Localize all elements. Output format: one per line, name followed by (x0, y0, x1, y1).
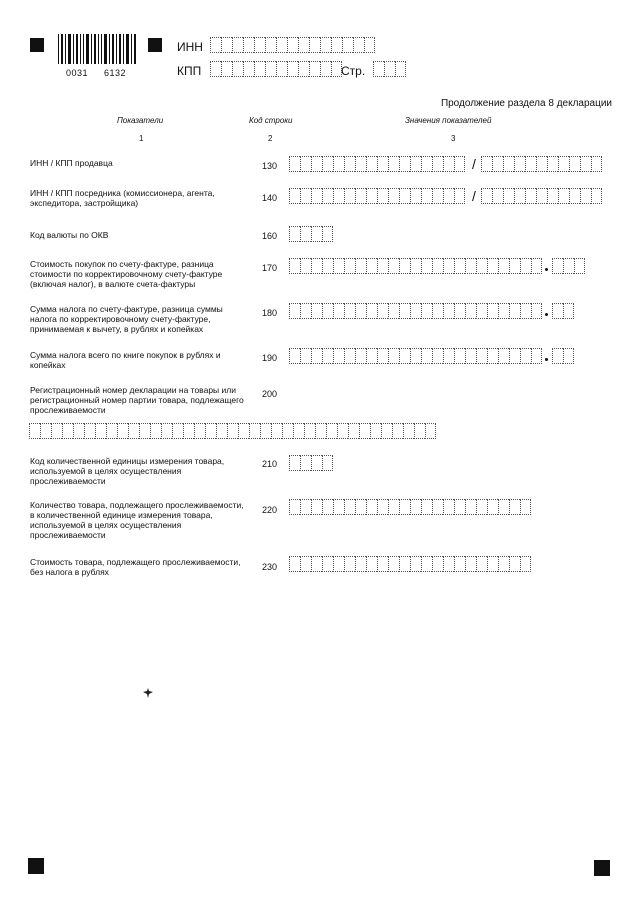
page-label: Стр. (341, 64, 366, 78)
row-code-160: 160 (262, 231, 278, 241)
row-code-210: 210 (262, 459, 278, 469)
total-tax-cells[interactable] (289, 348, 542, 364)
row-code-230: 230 (262, 562, 278, 572)
tax-amount-kopeks-cells[interactable] (552, 303, 574, 319)
column-number-1: 1 (139, 134, 144, 143)
seller-inn-cells[interactable] (289, 156, 465, 172)
decimal-point-170 (545, 268, 548, 271)
row-code-200: 200 (262, 389, 278, 399)
fleuron-icon (143, 688, 153, 698)
row-label-190: Сумма налога всего по книге покупок в рублях и копейках (30, 350, 221, 370)
column-header-values: Значения показателей (405, 116, 492, 125)
row-code-140: 140 (262, 193, 278, 203)
column-number-2: 2 (268, 134, 273, 143)
total-tax-kopeks-cells[interactable] (552, 348, 574, 364)
registration-marker-bottom-right (594, 860, 610, 876)
row-label-200: Регистрационный номер декларации на товары или регистрационный номер партии товара, подлежащего прослеживаемости (30, 385, 244, 415)
column-header-indicators: Показатели (117, 116, 164, 125)
tax-amount-cells[interactable] (289, 303, 542, 319)
registration-marker-top-left (30, 38, 44, 52)
registration-number-cells[interactable] (29, 423, 436, 439)
row-label-210: Код количественной единицы измерения товара, используемой в целях осуществления прослеживаемости (30, 456, 225, 486)
currency-code-cells[interactable] (289, 226, 333, 242)
inn-kpp-separator-130: / (472, 156, 476, 172)
row-label-130: ИНН / КПП продавца (30, 158, 113, 168)
inn-kpp-separator-140: / (472, 188, 476, 204)
registration-marker-bottom-left (28, 858, 44, 874)
barcode-number-left: 0031 (66, 68, 89, 78)
row-code-220: 220 (262, 505, 278, 515)
inn-label: ИНН (177, 40, 203, 54)
seller-kpp-cells[interactable] (481, 156, 602, 172)
row-code-190: 190 (262, 353, 278, 363)
purchase-cost-cells[interactable] (289, 258, 542, 274)
barcode (58, 34, 138, 64)
decimal-point-190 (545, 358, 548, 361)
row-label-140: ИНН / КПП посредника (комиссионера, агента, экспедитора, застройщика) (30, 188, 215, 208)
row-label-220: Количество товара, подлежащего прослеживаемости, в количественной единице измерения товара, используемой в целях осуществления прослеживаемости (30, 500, 244, 540)
row-label-230: Стоимость товара, подлежащего прослеживаемости, без налога в рублях (30, 557, 241, 577)
row-code-130: 130 (262, 161, 278, 171)
row-label-180: Сумма налога по счету-фактуре, разница суммы налога по корректировочному счету-фактуре, принимаемая к вычету, в рублях и копейках (30, 304, 223, 334)
purchase-cost-fraction-cells[interactable] (552, 258, 585, 274)
goods-cost-cells[interactable] (289, 556, 531, 572)
section-continuation-title: Продолжение раздела 8 декларации (440, 98, 612, 109)
barcode-number-right: 6132 (104, 68, 127, 78)
page-cells[interactable] (373, 61, 406, 77)
kpp-label: КПП (177, 64, 202, 78)
intermediary-kpp-cells[interactable] (481, 188, 602, 204)
inn-cells[interactable] (210, 37, 375, 53)
kpp-cells[interactable] (210, 61, 342, 77)
column-number-3: 3 (451, 134, 456, 143)
registration-marker-top-right (148, 38, 162, 52)
decimal-point-180 (545, 313, 548, 316)
unit-code-cells[interactable] (289, 455, 333, 471)
row-code-180: 180 (262, 308, 278, 318)
row-label-160: Код валюты по ОКВ (30, 230, 109, 240)
quantity-cells[interactable] (289, 499, 531, 515)
intermediary-inn-cells[interactable] (289, 188, 465, 204)
column-header-line-code: Код строки (249, 116, 293, 125)
row-label-170: Стоимость покупок по счету-фактуре, разница стоимости по корректировочному счету-фактуре (включая налог), в валюте счета-фактуры (30, 259, 223, 289)
row-code-170: 170 (262, 263, 278, 273)
